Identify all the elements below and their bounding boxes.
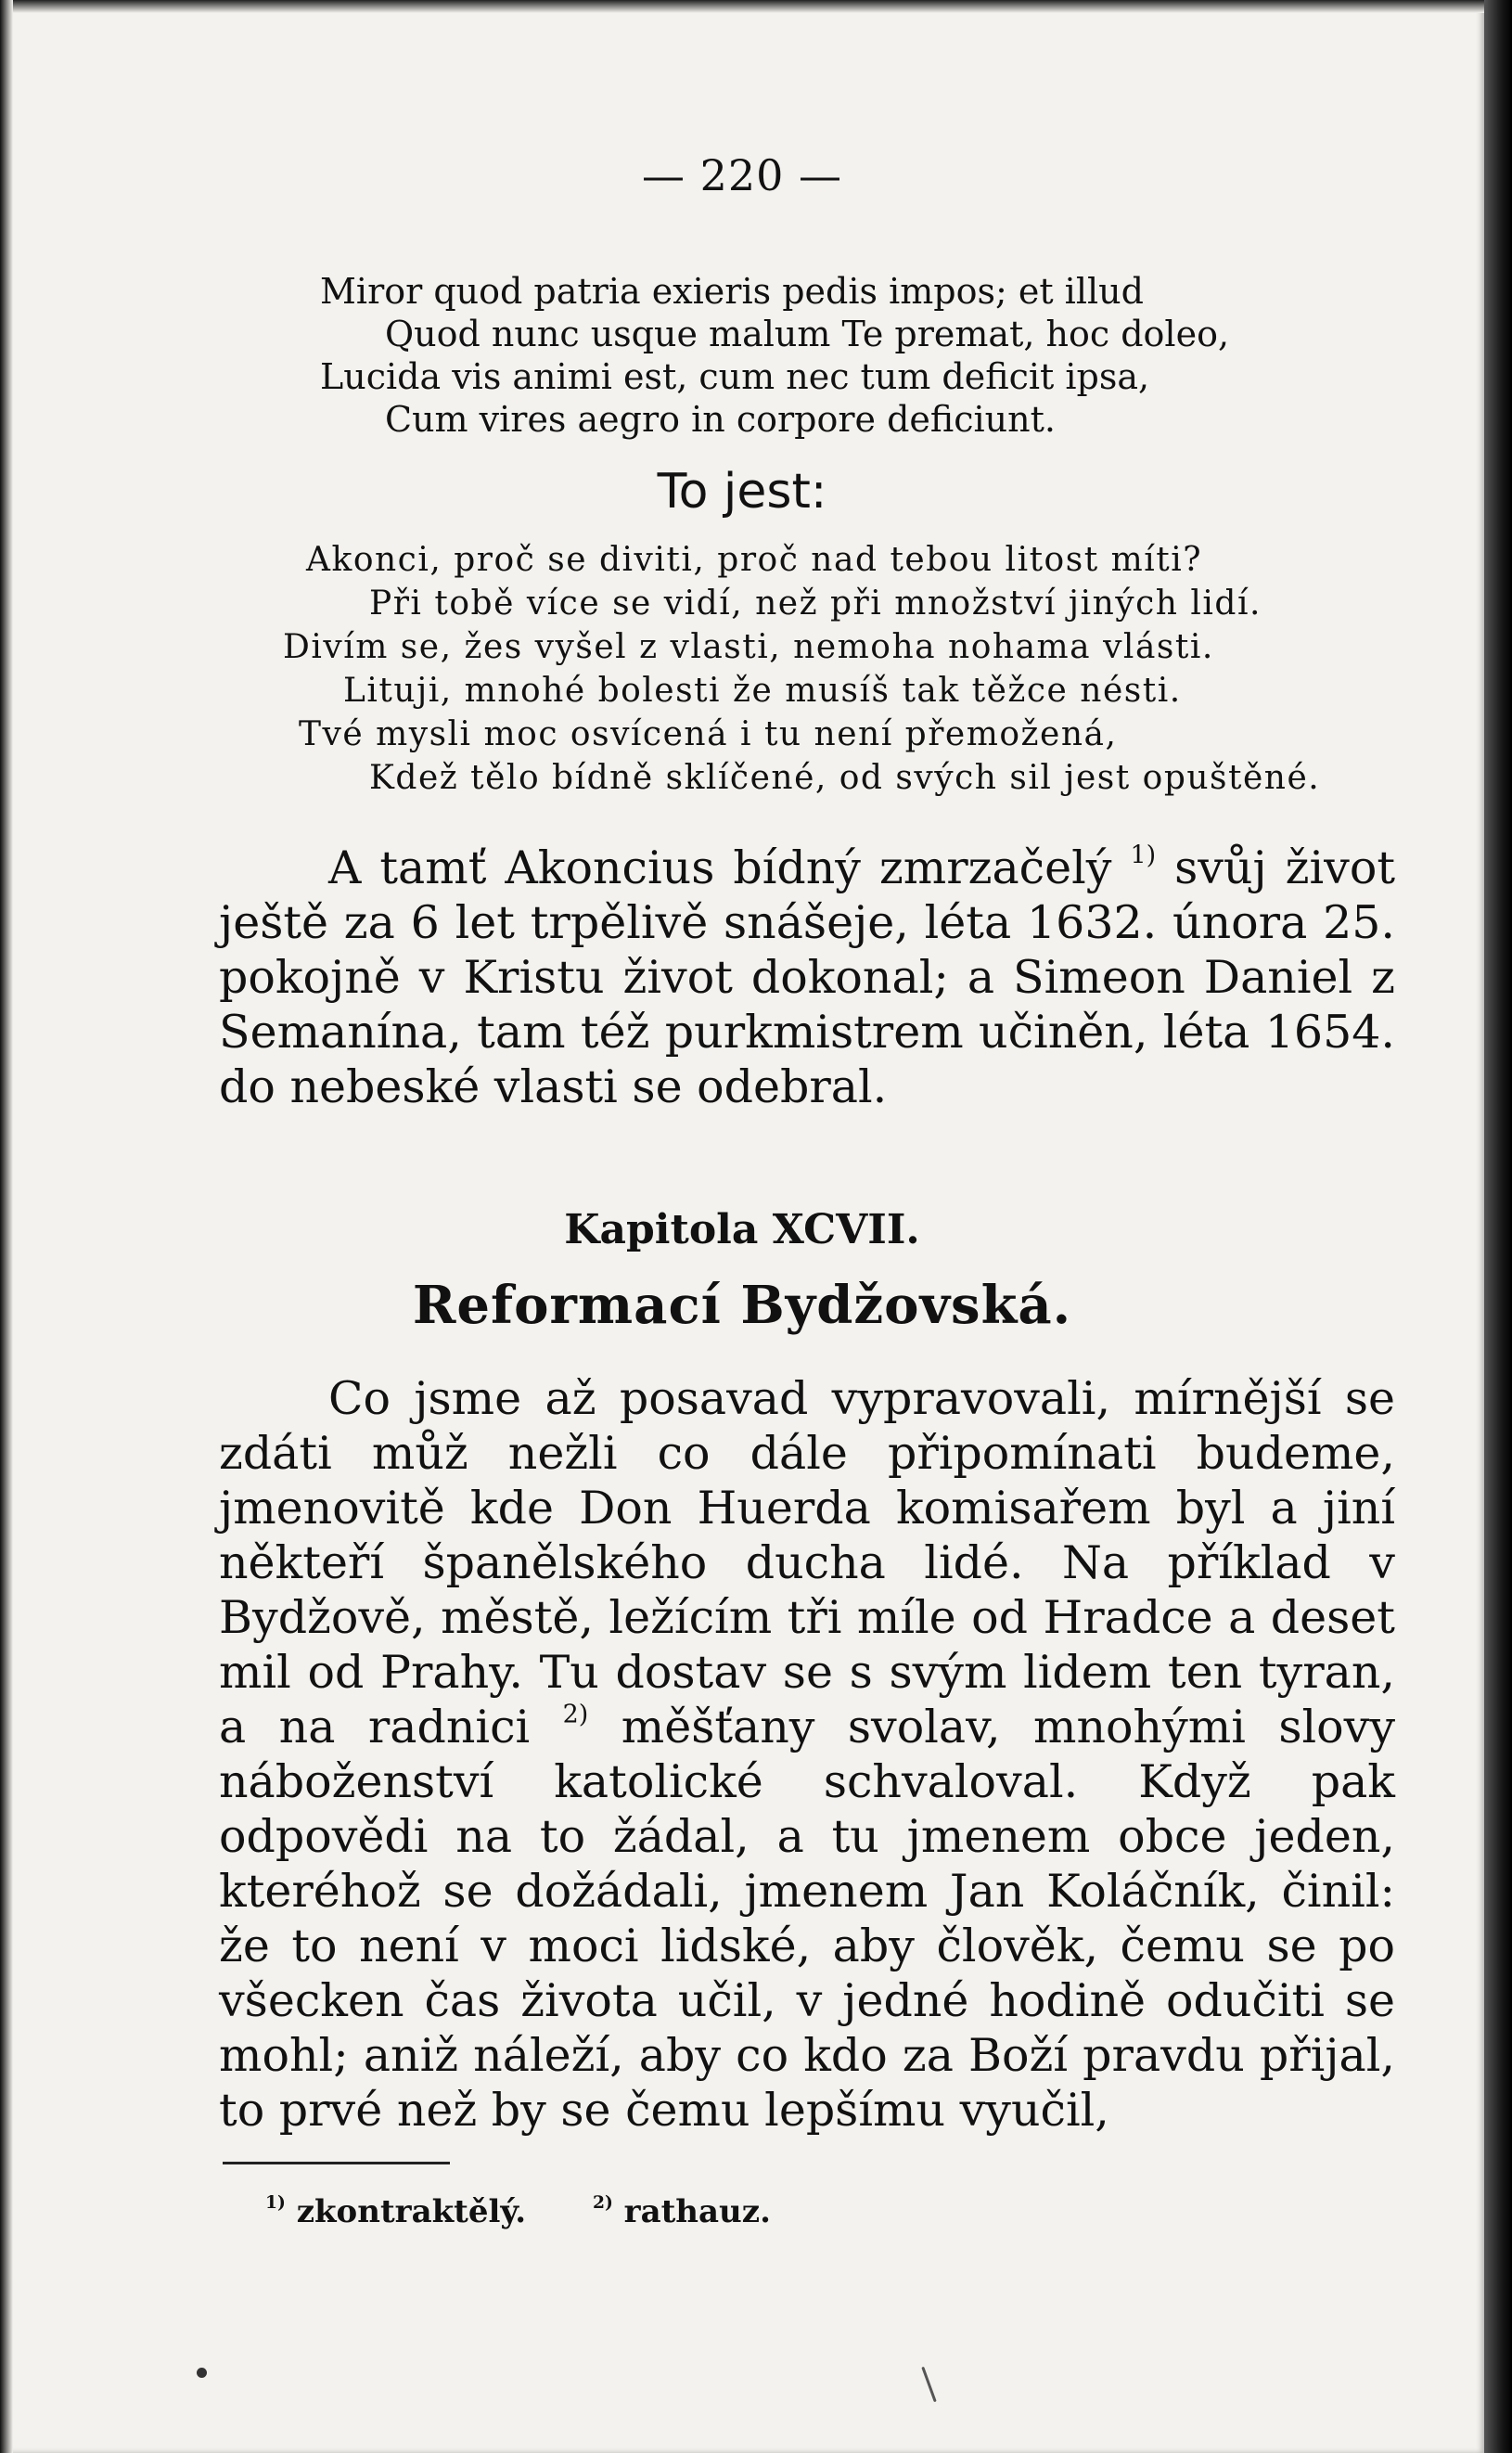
- footnote-mark: 2): [592, 2192, 613, 2214]
- chapter-title: Reformací Bydžovská.: [412, 1275, 1072, 1336]
- chapter-label: Kapitola XCVII.: [564, 1206, 920, 1253]
- chapter-paragraph: [219, 1371, 1395, 2138]
- translation-heading: To jest:: [657, 464, 827, 520]
- footnote-text: rathauz.: [612, 2193, 771, 2230]
- footnote-rule: [223, 2162, 450, 2164]
- paragraph-text: A tamť Akoncius bídný zmrzačelý: [328, 841, 1112, 894]
- footnote-mark: 1): [265, 2192, 286, 2214]
- scan-top-edge: [0, 0, 1484, 13]
- poem-line: Tvé mysli moc osvícená i tu není přemožená,: [299, 715, 1118, 753]
- poem-line: Miror quod patria exieris pedis impos; et illud: [320, 271, 1144, 312]
- paragraph-text: svůj život ještě za 6 let trpělivě snášeje, léta 1632. února 25. pokojně v Kristu život dokonal; a Simeon Daniel z Semanína, tam též purkmistrem učiněn, léta 1654. do nebeské vlasti se odebral.: [219, 841, 1396, 1113]
- closing-paragraph: [219, 841, 1395, 1114]
- footnote-reference: 2): [562, 1700, 589, 1729]
- footnote-reference: 1): [1130, 841, 1157, 870]
- footnote: [593, 2193, 771, 2230]
- paragraph-text: měšťany svolav, mnohými slovy náboženství katolické schvaloval. Když pak odpovědi na to žádal, a tu jmenem obce jeden, kteréhož se dožádali, jmenem Jan Koláčník, činil: že to není v moci lidské, aby člověk, čemu se po všecken čas života učil, v jedné hodině odučiti se mohl; aniž náleží, aby co kdo za Boží pravdu přijal, to prvé než by se čemu lepšímu vyučil,: [219, 1701, 1396, 2137]
- poem-line: Quod nunc usque malum Te premat, hoc doleo,: [385, 314, 1230, 354]
- footnote: [265, 2193, 526, 2230]
- footnotes: [265, 2193, 826, 2230]
- poem-line: Akonci, proč se diviti, proč nad tebou litost míti?: [306, 541, 1203, 579]
- poem-line: Divím se, žes vyšel z vlasti, nemoha nohama vlásti.: [283, 628, 1214, 666]
- page-number: — 220 —: [641, 150, 843, 200]
- ink-speck: [197, 2368, 207, 2378]
- poem-line: Cum vires aegro in corpore deficiunt.: [385, 399, 1056, 440]
- poem-line: Při tobě více se vidí, než při množství jiných lidí.: [369, 584, 1262, 623]
- footnote-text: zkontraktělý.: [285, 2193, 527, 2230]
- poem-line: Kdež tělo bídně sklíčené, od svých sil jest opuštěné.: [369, 759, 1321, 797]
- paragraph-text: Co jsme až posavad vypravovali, mírnější se zdáti můž nežli co dále připomínati budeme, jmenovitě kde Don Huerda komisařem byl a jiní někteří španělského ducha lidé. Na příklad v Bydžově, městě, ležícím tři míle od Hradce a deset mil od Prahy. Tu dostav se s svým lidem ten tyran, a na radnici: [219, 1372, 1395, 1753]
- scan-right-edge: [1484, 0, 1512, 2453]
- ink-speck: [921, 2367, 936, 2403]
- poem-line: Lucida vis animi est, cum nec tum deficit ipsa,: [320, 356, 1150, 397]
- poem-line: Lituji, mnohé bolesti že musíš tak těžce nésti.: [343, 672, 1182, 710]
